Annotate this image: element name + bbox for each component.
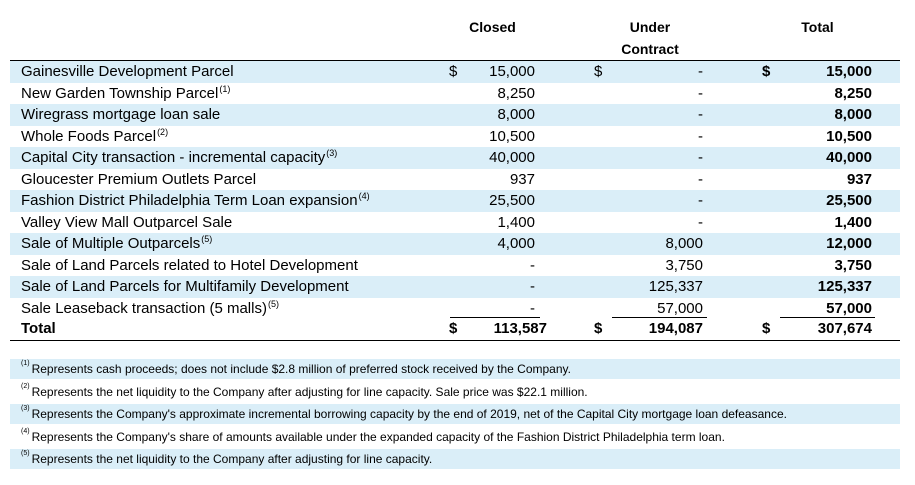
footnote [10, 382, 900, 402]
closed-value: 4,000 [497, 235, 535, 252]
closed-value: 937 [509, 170, 535, 188]
footnote [10, 404, 900, 424]
row-label-text: Fashion District Philadelphia Term Loan expansion [21, 192, 358, 209]
row-label [21, 190, 370, 212]
total-value: 10,500 [826, 127, 872, 145]
closed-dollar: $ [449, 63, 458, 80]
row-label [21, 83, 230, 105]
row-label-text: Wiregrass mortgage loan sale [21, 106, 221, 123]
total-closed: 113,587 [493, 320, 547, 337]
footnote-text: Represents the net liquidity to the Company after adjusting for line capacity. Sale price was $22.1 million. [31, 384, 588, 399]
row-label [21, 104, 221, 126]
closed-value: - [530, 299, 535, 317]
header-total: Total [801, 19, 834, 35]
under-contract-value: - [698, 84, 703, 102]
footnote-mark: (3) [21, 405, 30, 412]
table-row [10, 276, 900, 298]
row-label-text: Whole Foods Parcel [21, 127, 157, 145]
footnote [10, 449, 900, 469]
table-row [10, 212, 900, 234]
footnote-mark: (1) [21, 360, 30, 367]
table-row [10, 255, 900, 277]
row-label [21, 233, 212, 255]
closed-value: 15,000 [489, 63, 535, 80]
total-value: 937 [846, 170, 872, 188]
under-contract-value: - [698, 192, 703, 209]
row-footnote-mark: (5) [201, 234, 213, 244]
row-label [21, 169, 257, 191]
under-contract-value: - [698, 127, 703, 145]
total-total-dollar: $ [762, 320, 771, 337]
row-label [21, 147, 337, 169]
under-dollar: $ [594, 63, 603, 80]
table-row [10, 126, 900, 148]
row-label [21, 61, 235, 83]
footnote-text: Represents the net liquidity to the Company after adjusting for line capacity. [31, 452, 433, 466]
closed-value: - [530, 278, 535, 295]
closed-value: 8,250 [497, 84, 535, 102]
total-value: 3,750 [834, 256, 872, 274]
row-footnote-mark: (1) [219, 83, 231, 94]
footnote-text: Represents cash proceeds; does not include $2.8 million of preferred stock received by the Company. [31, 362, 571, 376]
total-value: 8,250 [834, 84, 872, 102]
total-value: 1,400 [834, 213, 872, 231]
total-value: 25,500 [826, 192, 872, 209]
under-contract-value: - [698, 106, 703, 123]
under-contract-value: - [698, 213, 703, 231]
under-contract-value: 3,750 [665, 256, 703, 274]
closed-value: 1,400 [497, 213, 535, 231]
header-under-contract [600, 16, 700, 60]
total-value: 40,000 [826, 149, 872, 166]
under-contract-value: - [698, 149, 703, 166]
row-label [21, 212, 233, 234]
row-label [21, 126, 168, 148]
total-value: 12,000 [826, 235, 872, 252]
total-under: 194,087 [648, 320, 703, 337]
under-contract-value: 57,000 [657, 299, 703, 317]
closed-value: 40,000 [489, 149, 535, 166]
closed-value: - [530, 256, 535, 274]
row-label-text: New Garden Township Parcel [21, 84, 219, 102]
row-label-text: Sale Leaseback transaction (5 malls) [21, 299, 267, 317]
under-contract-value: 125,337 [648, 278, 703, 295]
total-bottom-rule [10, 340, 900, 341]
total-value: 8,000 [834, 106, 872, 123]
total-value: 15,000 [826, 63, 872, 80]
total-dollar: $ [762, 63, 771, 80]
closed-value: 25,500 [489, 192, 535, 209]
row-label [21, 298, 279, 320]
row-label [21, 276, 350, 298]
footnote-mark: (2) [21, 382, 30, 390]
footnote-mark: (5) [21, 450, 30, 457]
under-contract-value: - [698, 170, 703, 188]
row-footnote-mark: (4) [358, 191, 370, 201]
row-label-text: Gloucester Premium Outlets Parcel [21, 170, 257, 188]
footnote-mark: (4) [21, 427, 30, 435]
table-row [10, 104, 900, 126]
footnote-text: Represents the Company's share of amounts available under the expanded capacity of the Fashion District Philadelphia term loan. [31, 429, 725, 444]
row-footnote-mark: (5) [267, 298, 279, 309]
header-under-line1: Under [629, 19, 671, 35]
footnote [10, 359, 900, 379]
row-label-text: Sale of Multiple Outparcels [21, 235, 201, 252]
table-row [10, 190, 900, 212]
row-label-text: Gainesville Development Parcel [21, 63, 234, 80]
table-row [10, 233, 900, 255]
row-footnote-mark: (2) [157, 126, 169, 137]
closed-value: 8,000 [497, 106, 535, 123]
header-under-line2: Contract [621, 41, 679, 57]
row-label-text: Sale of Land Parcels related to Hotel Development [21, 256, 358, 274]
footnote [10, 427, 900, 447]
row-footnote-mark: (3) [326, 148, 338, 158]
table-row [10, 83, 900, 105]
footnote-text: Represents the Company's approximate incremental borrowing capacity by the end of 2019, net of the Capital City mortgage loan defeasance. [31, 407, 787, 421]
under-contract-value: - [698, 63, 703, 80]
total-value: 125,337 [817, 278, 872, 295]
row-label [21, 255, 359, 277]
total-total: 307,674 [817, 320, 872, 337]
table-row [10, 169, 900, 191]
header-closed: Closed [469, 19, 516, 35]
under-contract-value: 8,000 [665, 235, 703, 252]
total-label: Total [21, 320, 56, 337]
row-label-text: Capital City transaction - incremental capacity [21, 149, 326, 166]
total-under-dollar: $ [594, 320, 603, 337]
total-closed-dollar: $ [449, 320, 458, 337]
total-value: 57,000 [826, 299, 872, 317]
total-row [10, 318, 900, 340]
table-row [10, 298, 900, 320]
closed-value: 10,500 [489, 127, 535, 145]
row-label-text: Sale of Land Parcels for Multifamily Development [21, 278, 349, 295]
row-label-text: Valley View Mall Outparcel Sale [21, 213, 233, 231]
table-row [10, 61, 900, 83]
table-row [10, 147, 900, 169]
